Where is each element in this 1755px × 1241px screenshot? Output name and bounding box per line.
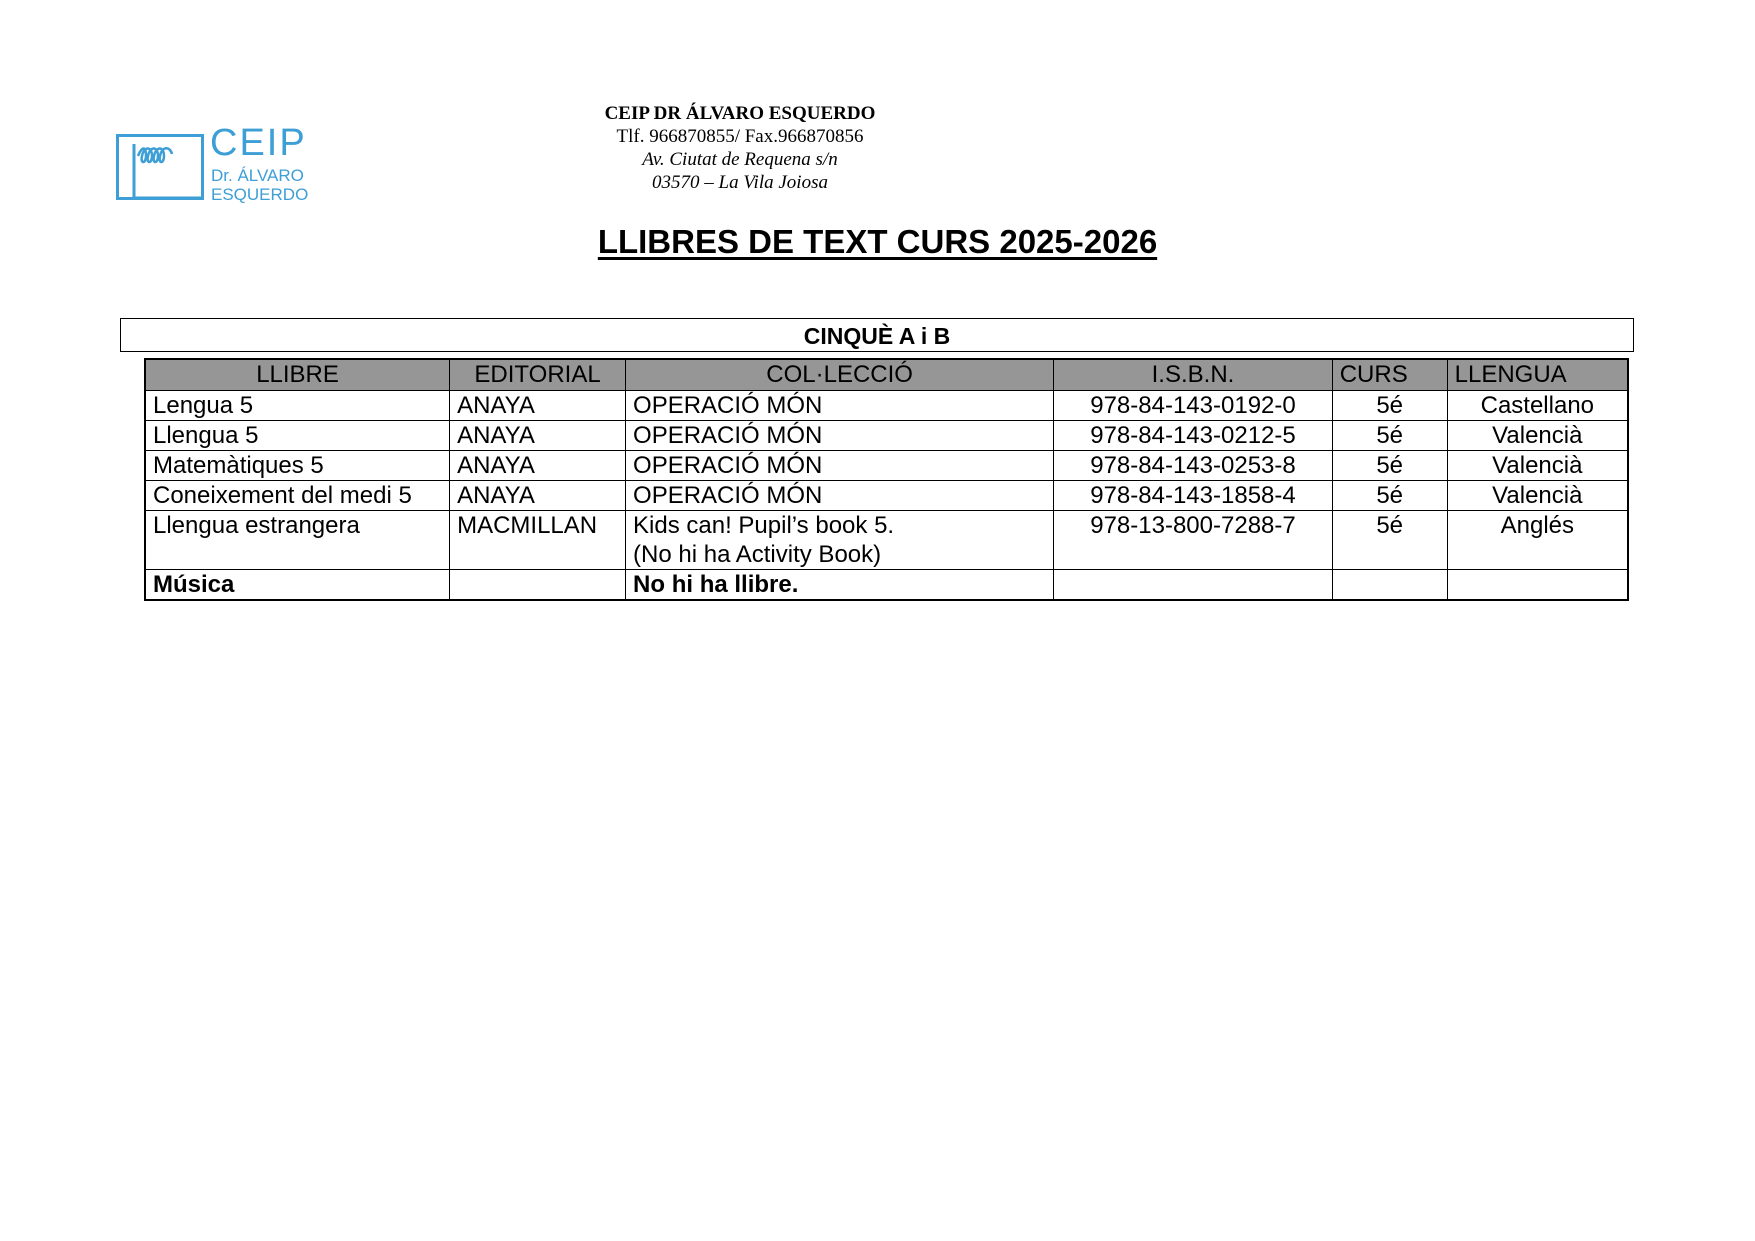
cell-colleccio (626, 511, 1054, 570)
cell-colleccio: OPERACIÓ MÓN (626, 481, 1054, 511)
cell-curs: 5é (1332, 451, 1447, 481)
school-name: CEIP DR ÁLVARO ESQUERDO (604, 103, 876, 124)
table-row (145, 570, 1628, 601)
cell-colleccio-line1: Kids can! Pupil’s book 5. (633, 512, 895, 539)
cell-colleccio-line2: (No hi ha Activity Book) (633, 541, 882, 568)
cell-colleccio: OPERACIÓ MÓN (626, 391, 1054, 421)
cell-llibre: Matemàtiques 5 (145, 451, 450, 481)
textbooks-table (144, 358, 1629, 601)
column-header-llibre: LLIBRE (145, 359, 450, 391)
cell-curs: 5é (1332, 481, 1447, 511)
column-header-editorial: EDITORIAL (450, 359, 626, 391)
cell-llibre: Música (145, 570, 450, 601)
cell-editorial (450, 570, 626, 601)
cell-isbn: 978-84-143-0192-0 (1054, 391, 1332, 421)
column-header-isbn: I.S.B.N. (1054, 359, 1332, 391)
cell-curs (1332, 570, 1447, 601)
cell-isbn: 978-84-143-1858-4 (1054, 481, 1332, 511)
cell-llengua: Castellano (1447, 391, 1628, 421)
cell-editorial: ANAYA (450, 451, 626, 481)
school-phone: Tlf. 966870855/ Fax.966870856 (616, 126, 864, 147)
group-header: CINQUÈ A i B (120, 318, 1634, 352)
table-header-row (145, 359, 1628, 391)
school-city: 03570 – La Vila Joiosa (652, 172, 828, 193)
cell-isbn: 978-84-143-0253-8 (1054, 451, 1332, 481)
cell-editorial: MACMILLAN (450, 511, 626, 570)
column-header-llengua: LLENGUA (1447, 359, 1628, 391)
school-address: Av. Ciutat de Requena s/n (642, 149, 838, 170)
cell-colleccio: No hi ha llibre. (626, 570, 1054, 601)
logo-wordmark: CEIP (210, 122, 307, 164)
cell-isbn: 978-84-143-0212-5 (1054, 421, 1332, 451)
cell-isbn: 978-13-800-7288-7 (1054, 511, 1332, 570)
cell-colleccio: OPERACIÓ MÓN (626, 421, 1054, 451)
logo-subtitle: Dr. ÁLVARO ESQUERDO (211, 166, 309, 204)
column-header-colleccio: COL·LECCIÓ (626, 359, 1054, 391)
cell-llengua: Valencià (1447, 421, 1628, 451)
table-row (145, 451, 1628, 481)
school-logo (116, 122, 346, 205)
cell-llibre: Lengua 5 (145, 391, 450, 421)
cell-curs: 5é (1332, 421, 1447, 451)
cell-colleccio: OPERACIÓ MÓN (626, 451, 1054, 481)
cell-llengua: Valencià (1447, 481, 1628, 511)
school-info (560, 102, 920, 194)
cell-llengua: Anglés (1447, 511, 1628, 570)
cell-llibre: Llengua estrangera (145, 511, 450, 570)
table-row (145, 391, 1628, 421)
cell-curs: 5é (1332, 511, 1447, 570)
cell-isbn (1054, 570, 1332, 601)
cell-curs: 5é (1332, 391, 1447, 421)
cell-llengua: Valencià (1447, 451, 1628, 481)
cell-llibre: Coneixement del medi 5 (145, 481, 450, 511)
document-title: LLIBRES DE TEXT CURS 2025-2026 (597, 223, 1158, 260)
column-header-curs: CURS (1332, 359, 1447, 391)
cell-editorial: ANAYA (450, 481, 626, 511)
cell-llengua (1447, 570, 1628, 601)
cell-editorial: ANAYA (450, 421, 626, 451)
table-row (145, 421, 1628, 451)
cell-llibre: Llengua 5 (145, 421, 450, 451)
cell-editorial: ANAYA (450, 391, 626, 421)
table-row (145, 511, 1628, 570)
table-row (145, 481, 1628, 511)
logo-emblem-icon (116, 134, 204, 200)
